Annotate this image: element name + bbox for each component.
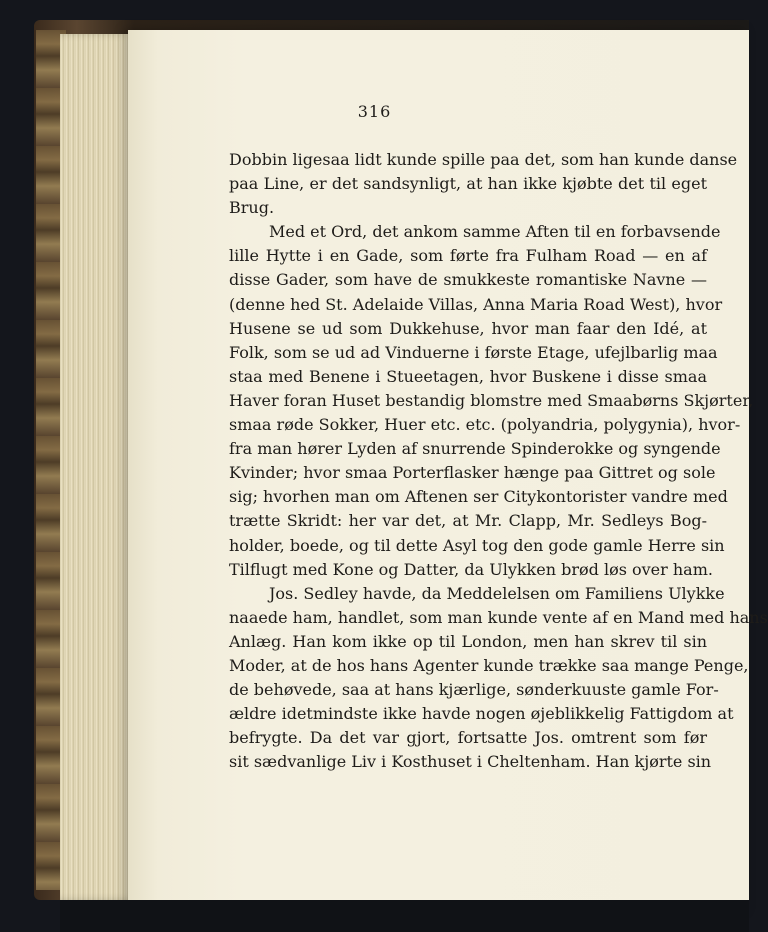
text-line: naaede ham, handlet, som man kunde vente af en Mand med hans — [229, 607, 768, 627]
text-line: ældre idetmindste ikke havde nogen øjeblikkelig Fattigdom at — [229, 704, 734, 724]
text-line: Anlæg. Han kom ikke op til London, men han skrev til sin — [229, 631, 707, 651]
text-line: Husene se ud som Dukkehuse, hvor man faar den Idé, at — [229, 318, 707, 338]
page-stack-edge — [60, 34, 138, 900]
text-line: smaa røde Sokker, Huer etc. etc. (polyandria, polygynia), hvor- — [229, 415, 741, 435]
body-text — [229, 148, 768, 774]
text-line: Brug. — [229, 198, 275, 218]
text-line: Folk, som se ud ad Vinduerne i første Etage, ufejlbarlig maa — [229, 342, 718, 362]
text-line: (denne hed St. Adelaide Villas, Anna Maria Road West), hvor — [229, 294, 723, 314]
text-line: lille Hytte i en Gade, som førte fra Fulham Road — en af — [229, 246, 707, 266]
text-line: sig; hvorhen man om Aftenen ser Citykontorister vandre med — [229, 487, 728, 507]
text-line: de behøvede, saa at hans kjærlige, sønderkuuste gamle For- — [229, 680, 719, 700]
text-line: holder, boede, og til dette Asyl tog den gode gamle Herre sin — [229, 535, 725, 555]
background-shadow — [60, 900, 749, 932]
text-line: sit sædvanlige Liv i Kosthuset i Cheltenham. Han kjørte sin — [229, 752, 712, 772]
page-number: 316 — [357, 102, 392, 121]
text-line: fra man hører Lyden af snurrende Spinderokke og syngende — [229, 439, 721, 459]
text-line: Haver foran Huset bestandig blomstre med Smaabørns Skjørter, — [229, 390, 754, 410]
text-line: Med et Ord, det ankom samme Aften til en forbavsende — [269, 222, 721, 242]
text-line: disse Gader, som have de smukkeste romantiske Navne — — [229, 270, 707, 290]
text-line: Dobbin ligesaa lidt kunde spille paa det, som han kunde danse — [229, 150, 738, 169]
text-line: befrygte. Da det var gjort, fortsatte Jos. omtrent som før — [229, 728, 707, 748]
text-line: paa Line, er det sandsynligt, at han ikke kjøbte det til eget — [229, 174, 707, 194]
text-line: trætte Skridt: her var det, at Mr. Clapp, Mr. Sedleys Bog- — [229, 511, 707, 531]
text-line: Jos. Sedley havde, da Meddelelsen om Familiens Ulykke — [269, 583, 725, 603]
text-line: Kvinder; hvor smaa Porterflasker hænge paa Gittret og sole — [229, 463, 716, 483]
text-line: staa med Benene i Stueetagen, hvor Buskene i disse smaa — [229, 366, 707, 386]
text-line: Tilflugt med Kone og Datter, da Ulykken brød løs over ham. — [229, 559, 713, 579]
text-line: Moder, at de hos hans Agenter kunde trække saa mange Penge, — [229, 655, 749, 675]
